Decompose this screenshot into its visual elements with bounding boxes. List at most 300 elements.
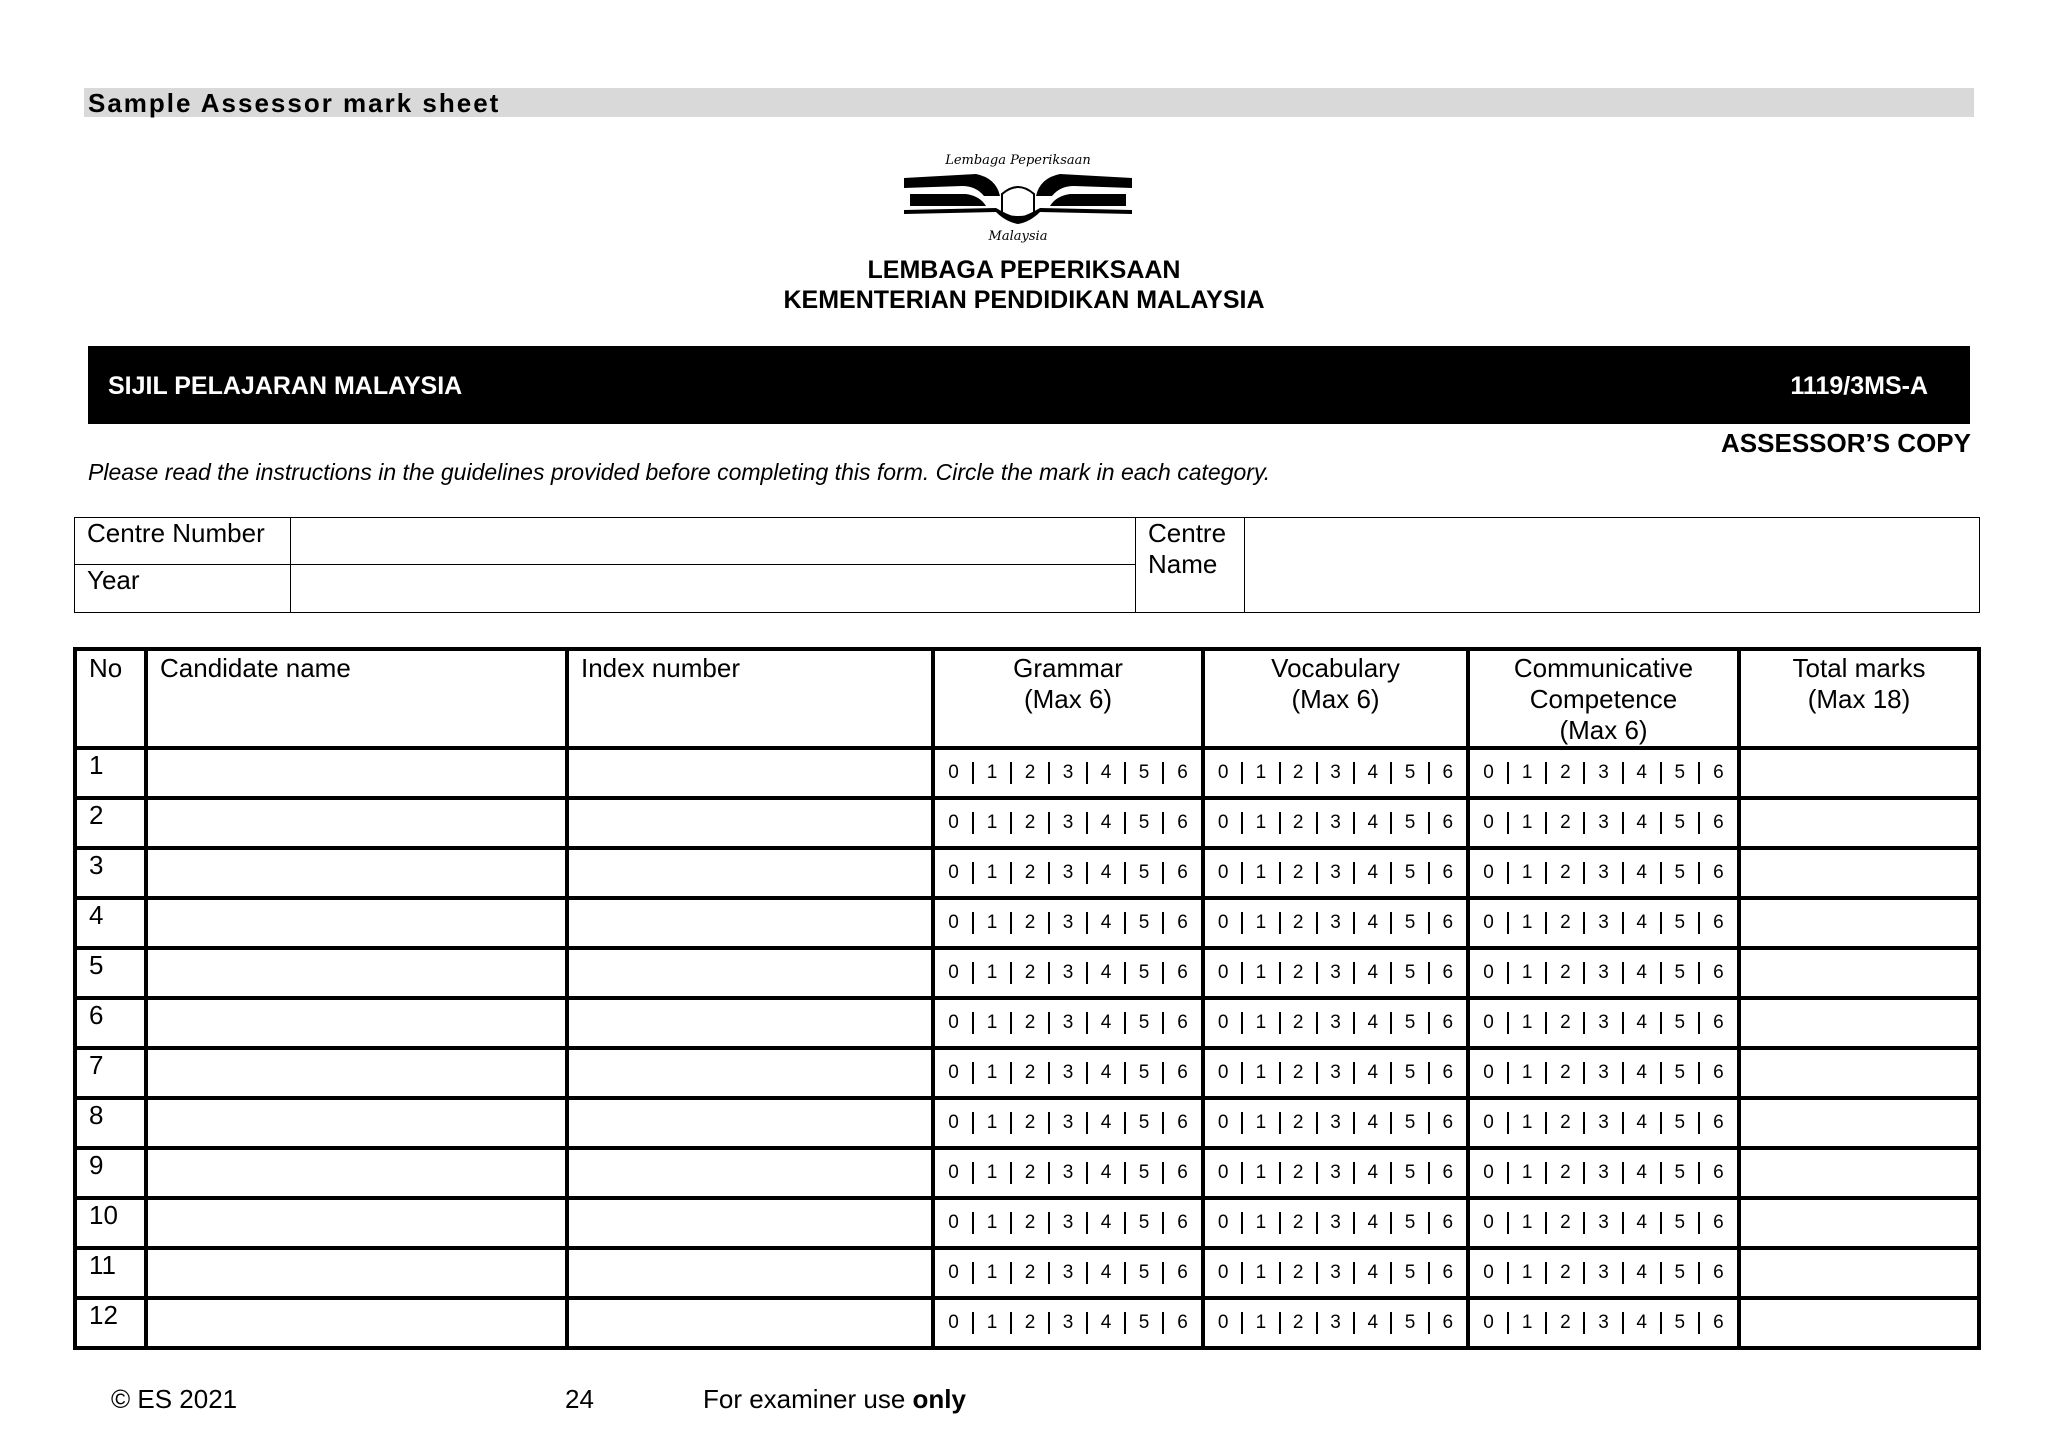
vocabulary-mark-option[interactable]: 2 — [1280, 962, 1317, 984]
vocabulary-mark-option[interactable]: 5 — [1391, 912, 1428, 934]
grammar-mark-option[interactable]: 6 — [1163, 1312, 1201, 1334]
communicative-mark-option[interactable]: 5 — [1661, 1312, 1699, 1334]
communicative-mark-option[interactable]: 5 — [1661, 1062, 1699, 1084]
grammar-mark-option[interactable]: 3 — [1049, 862, 1087, 884]
vocabulary-mark-option[interactable]: 2 — [1280, 812, 1317, 834]
index-number-field[interactable] — [567, 998, 933, 1048]
footer-copyright: © ES 2021 — [111, 1384, 238, 1414]
grammar-mark-option[interactable]: 3 — [1049, 1012, 1087, 1034]
communicative-mark-option[interactable]: 4 — [1623, 962, 1661, 984]
vocabulary-mark-option[interactable]: 4 — [1354, 1262, 1391, 1284]
communicative-mark-option[interactable]: 1 — [1508, 1112, 1546, 1134]
vocabulary-mark-option[interactable]: 5 — [1391, 1262, 1428, 1284]
vocabulary-mark-option[interactable]: 4 — [1354, 1112, 1391, 1134]
vocabulary-mark-option[interactable]: 4 — [1354, 1212, 1391, 1234]
communicative-mark-option[interactable]: 0 — [1470, 912, 1508, 934]
grammar-mark-option[interactable]: 6 — [1163, 962, 1201, 984]
vocabulary-mark-option[interactable]: 4 — [1354, 1062, 1391, 1084]
vocabulary-mark-option[interactable]: 1 — [1242, 962, 1279, 984]
grammar-mark-option[interactable]: 6 — [1163, 762, 1201, 784]
communicative-mark-option[interactable]: 1 — [1508, 1312, 1546, 1334]
grammar-mark-option[interactable]: 5 — [1125, 1212, 1163, 1234]
grammar-mark-option[interactable]: 1 — [973, 1312, 1011, 1334]
communicative-mark-option[interactable]: 3 — [1584, 912, 1622, 934]
grammar-mark-option[interactable]: 1 — [973, 762, 1011, 784]
grammar-mark-option[interactable]: 1 — [973, 1212, 1011, 1234]
grammar-mark-option[interactable]: 0 — [935, 1012, 973, 1034]
grammar-mark-option[interactable]: 4 — [1087, 1312, 1125, 1334]
communicative-mark-option[interactable]: 5 — [1661, 1162, 1699, 1184]
communicative-mark-option[interactable]: 5 — [1661, 812, 1699, 834]
communicative-mark-option[interactable]: 3 — [1584, 1062, 1622, 1084]
vocabulary-mark-option[interactable]: 6 — [1429, 1262, 1466, 1284]
communicative-mark-option[interactable]: 2 — [1546, 1012, 1584, 1034]
communicative-mark-option[interactable]: 4 — [1623, 1262, 1661, 1284]
vocabulary-mark-option[interactable]: 3 — [1317, 912, 1354, 934]
communicative-mark-option[interactable]: 6 — [1699, 1112, 1737, 1134]
vocabulary-mark-option[interactable]: 4 — [1354, 812, 1391, 834]
vocabulary-mark-option[interactable]: 6 — [1429, 912, 1466, 934]
vocabulary-mark-option[interactable]: 5 — [1391, 1112, 1428, 1134]
vocabulary-mark-option[interactable]: 0 — [1205, 1262, 1242, 1284]
vocabulary-mark-option[interactable]: 3 — [1317, 862, 1354, 884]
communicative-mark-option[interactable]: 4 — [1623, 1212, 1661, 1234]
total-marks-field[interactable] — [1739, 948, 1979, 998]
communicative-mark-option[interactable]: 4 — [1623, 912, 1661, 934]
grammar-mark-option[interactable]: 2 — [1011, 962, 1049, 984]
vocabulary-mark-option[interactable]: 5 — [1391, 1062, 1428, 1084]
vocabulary-mark-option[interactable]: 3 — [1317, 1262, 1354, 1284]
communicative-mark-option[interactable]: 5 — [1661, 962, 1699, 984]
communicative-mark-option[interactable]: 4 — [1623, 1162, 1661, 1184]
communicative-mark-option[interactable]: 2 — [1546, 962, 1584, 984]
grammar-mark-option[interactable]: 1 — [973, 912, 1011, 934]
communicative-mark-option[interactable]: 3 — [1584, 812, 1622, 834]
grammar-mark-option[interactable]: 4 — [1087, 762, 1125, 784]
communicative-mark-option[interactable]: 2 — [1546, 1062, 1584, 1084]
grammar-mark-option[interactable]: 4 — [1087, 962, 1125, 984]
vocabulary-mark-option[interactable]: 1 — [1242, 862, 1279, 884]
candidate-name-field[interactable] — [146, 948, 567, 998]
grammar-mark-option[interactable]: 2 — [1011, 862, 1049, 884]
communicative-mark-option[interactable]: 6 — [1699, 912, 1737, 934]
vocabulary-mark-option[interactable]: 5 — [1391, 812, 1428, 834]
vocabulary-mark-option[interactable]: 0 — [1205, 962, 1242, 984]
vocabulary-mark-option[interactable]: 4 — [1354, 962, 1391, 984]
communicative-mark-option[interactable]: 5 — [1661, 762, 1699, 784]
communicative-mark-option[interactable]: 1 — [1508, 962, 1546, 984]
vocabulary-mark-option[interactable]: 6 — [1429, 1062, 1466, 1084]
grammar-mark-option[interactable]: 0 — [935, 912, 973, 934]
vocabulary-mark-option[interactable]: 3 — [1317, 1212, 1354, 1234]
total-marks-field[interactable] — [1739, 1248, 1979, 1298]
communicative-mark-option[interactable]: 2 — [1546, 1212, 1584, 1234]
vocabulary-mark-option[interactable]: 0 — [1205, 762, 1242, 784]
vocabulary-mark-option[interactable]: 0 — [1205, 1012, 1242, 1034]
grammar-mark-option[interactable]: 6 — [1163, 912, 1201, 934]
vocabulary-mark-option[interactable]: 1 — [1242, 1312, 1279, 1334]
candidate-name-field[interactable] — [146, 748, 567, 798]
vocabulary-marks-cell — [1203, 1048, 1468, 1098]
communicative-mark-option[interactable]: 2 — [1546, 762, 1584, 784]
grammar-mark-option[interactable]: 1 — [973, 862, 1011, 884]
grammar-mark-option[interactable]: 4 — [1087, 1162, 1125, 1184]
communicative-mark-option[interactable]: 3 — [1584, 1262, 1622, 1284]
grammar-mark-option[interactable]: 3 — [1049, 1212, 1087, 1234]
grammar-mark-option[interactable]: 4 — [1087, 912, 1125, 934]
grammar-mark-option[interactable]: 2 — [1011, 912, 1049, 934]
communicative-mark-option[interactable]: 6 — [1699, 762, 1737, 784]
grammar-mark-option[interactable]: 5 — [1125, 1312, 1163, 1334]
vocabulary-mark-option[interactable]: 2 — [1280, 1012, 1317, 1034]
candidate-name-field[interactable] — [146, 848, 567, 898]
communicative-mark-option[interactable]: 0 — [1470, 1062, 1508, 1084]
vocabulary-mark-option[interactable]: 1 — [1242, 1262, 1279, 1284]
grammar-mark-option[interactable]: 3 — [1049, 762, 1087, 784]
grammar-mark-option[interactable]: 6 — [1163, 1062, 1201, 1084]
grammar-mark-option[interactable]: 6 — [1163, 812, 1201, 834]
grammar-mark-option[interactable]: 3 — [1049, 1112, 1087, 1134]
communicative-mark-option[interactable]: 6 — [1699, 812, 1737, 834]
grammar-mark-option[interactable]: 4 — [1087, 1012, 1125, 1034]
grammar-mark-option[interactable]: 6 — [1163, 1262, 1201, 1284]
communicative-mark-option[interactable]: 1 — [1508, 1262, 1546, 1284]
grammar-mark-option[interactable]: 1 — [973, 1112, 1011, 1134]
index-number-field[interactable] — [567, 848, 933, 898]
vocabulary-mark-option[interactable]: 6 — [1429, 1162, 1466, 1184]
year-field[interactable] — [291, 565, 1136, 613]
vocabulary-mark-option[interactable]: 4 — [1354, 862, 1391, 884]
vocabulary-mark-option[interactable]: 3 — [1317, 762, 1354, 784]
total-marks-field[interactable] — [1739, 1048, 1979, 1098]
vocabulary-mark-option[interactable]: 1 — [1242, 1212, 1279, 1234]
candidate-name-field[interactable] — [146, 1148, 567, 1198]
vocabulary-mark-option[interactable]: 4 — [1354, 1162, 1391, 1184]
communicative-mark-option[interactable]: 6 — [1699, 862, 1737, 884]
vocabulary-mark-option[interactable]: 6 — [1429, 962, 1466, 984]
grammar-mark-option[interactable]: 1 — [973, 1262, 1011, 1284]
grammar-mark-option[interactable]: 4 — [1087, 1112, 1125, 1134]
grammar-mark-option[interactable]: 2 — [1011, 1162, 1049, 1184]
vocabulary-mark-option[interactable]: 5 — [1391, 1312, 1428, 1334]
vocabulary-mark-option[interactable]: 2 — [1280, 912, 1317, 934]
grammar-mark-option[interactable]: 5 — [1125, 1012, 1163, 1034]
grammar-mark-option[interactable]: 5 — [1125, 862, 1163, 884]
vocabulary-mark-option[interactable]: 2 — [1280, 762, 1317, 784]
communicative-mark-option[interactable]: 6 — [1699, 1262, 1737, 1284]
communicative-mark-option[interactable]: 6 — [1699, 1312, 1737, 1334]
grammar-mark-option[interactable]: 2 — [1011, 812, 1049, 834]
grammar-mark-option[interactable]: 0 — [935, 1212, 973, 1234]
communicative-mark-option[interactable]: 1 — [1508, 1012, 1546, 1034]
total-marks-field[interactable] — [1739, 998, 1979, 1048]
index-number-field[interactable] — [567, 1198, 933, 1248]
vocabulary-mark-option[interactable]: 6 — [1429, 812, 1466, 834]
vocabulary-mark-option[interactable]: 1 — [1242, 812, 1279, 834]
grammar-mark-option[interactable]: 6 — [1163, 1162, 1201, 1184]
index-number-field[interactable] — [567, 748, 933, 798]
vocabulary-mark-option[interactable]: 4 — [1354, 762, 1391, 784]
grammar-mark-option[interactable]: 3 — [1049, 1262, 1087, 1284]
grammar-mark-option[interactable]: 0 — [935, 1062, 973, 1084]
grammar-mark-option[interactable]: 3 — [1049, 812, 1087, 834]
total-marks-field[interactable] — [1739, 1298, 1979, 1348]
grammar-mark-option[interactable]: 1 — [973, 812, 1011, 834]
communicative-mark-option[interactable]: 5 — [1661, 1112, 1699, 1134]
grammar-mark-option[interactable]: 4 — [1087, 1212, 1125, 1234]
grammar-mark-option[interactable]: 5 — [1125, 812, 1163, 834]
communicative-mark-option[interactable]: 2 — [1546, 1112, 1584, 1134]
candidate-name-field[interactable] — [146, 798, 567, 848]
grammar-mark-option[interactable]: 2 — [1011, 1062, 1049, 1084]
communicative-mark-option[interactable]: 3 — [1584, 762, 1622, 784]
grammar-mark-option[interactable]: 5 — [1125, 962, 1163, 984]
vocabulary-mark-option[interactable]: 1 — [1242, 762, 1279, 784]
vocabulary-mark-option[interactable]: 3 — [1317, 1012, 1354, 1034]
grammar-mark-option[interactable]: 5 — [1125, 1162, 1163, 1184]
communicative-mark-option[interactable]: 1 — [1508, 812, 1546, 834]
total-marks-field[interactable] — [1739, 898, 1979, 948]
communicative-mark-option[interactable]: 1 — [1508, 1162, 1546, 1184]
vocabulary-mark-option[interactable]: 3 — [1317, 1112, 1354, 1134]
grammar-mark-option[interactable]: 0 — [935, 862, 973, 884]
communicative-mark-option[interactable]: 5 — [1661, 1262, 1699, 1284]
vocabulary-mark-option[interactable]: 4 — [1354, 1012, 1391, 1034]
grammar-mark-option[interactable]: 0 — [935, 762, 973, 784]
communicative-mark-option[interactable]: 5 — [1661, 912, 1699, 934]
vocabulary-mark-option[interactable]: 5 — [1391, 962, 1428, 984]
vocabulary-mark-option[interactable]: 0 — [1205, 1162, 1242, 1184]
communicative-mark-option[interactable]: 3 — [1584, 862, 1622, 884]
index-number-field[interactable] — [567, 798, 933, 848]
centre-name-field[interactable] — [1245, 518, 1980, 613]
communicative-mark-option[interactable]: 0 — [1470, 1262, 1508, 1284]
grammar-mark-option[interactable]: 0 — [935, 1312, 973, 1334]
communicative-mark-option[interactable]: 3 — [1584, 1112, 1622, 1134]
communicative-mark-option[interactable]: 0 — [1470, 1012, 1508, 1034]
grammar-mark-option[interactable]: 5 — [1125, 1062, 1163, 1084]
total-marks-field[interactable] — [1739, 848, 1979, 898]
communicative-mark-option[interactable]: 4 — [1623, 812, 1661, 834]
grammar-mark-option[interactable]: 4 — [1087, 812, 1125, 834]
total-marks-field[interactable] — [1739, 1198, 1979, 1248]
communicative-mark-option[interactable]: 5 — [1661, 862, 1699, 884]
vocabulary-mark-option[interactable]: 5 — [1391, 1012, 1428, 1034]
communicative-mark-option[interactable]: 3 — [1584, 1162, 1622, 1184]
grammar-mark-option[interactable]: 0 — [935, 1262, 973, 1284]
vocabulary-mark-option[interactable]: 2 — [1280, 1062, 1317, 1084]
vocabulary-mark-option[interactable]: 4 — [1354, 912, 1391, 934]
index-number-field[interactable] — [567, 898, 933, 948]
grammar-mark-option[interactable]: 5 — [1125, 762, 1163, 784]
communicative-mark-option[interactable]: 4 — [1623, 1312, 1661, 1334]
grammar-mark-option[interactable]: 0 — [935, 962, 973, 984]
vocabulary-mark-option[interactable]: 0 — [1205, 1212, 1242, 1234]
vocabulary-mark-option[interactable]: 2 — [1280, 1312, 1317, 1334]
grammar-mark-option[interactable]: 5 — [1125, 1262, 1163, 1284]
communicative-mark-option[interactable]: 5 — [1661, 1212, 1699, 1234]
communicative-mark-option[interactable]: 2 — [1546, 1312, 1584, 1334]
communicative-mark-option[interactable]: 1 — [1508, 912, 1546, 934]
vocabulary-mark-option[interactable]: 1 — [1242, 1112, 1279, 1134]
grammar-mark-option[interactable]: 6 — [1163, 862, 1201, 884]
communicative-mark-option[interactable]: 3 — [1584, 1212, 1622, 1234]
vocabulary-mark-option[interactable]: 6 — [1429, 762, 1466, 784]
vocabulary-mark-option[interactable]: 0 — [1205, 862, 1242, 884]
vocabulary-mark-option[interactable]: 1 — [1242, 1012, 1279, 1034]
communicative-mark-option[interactable]: 0 — [1470, 812, 1508, 834]
communicative-mark-option[interactable]: 6 — [1699, 1012, 1737, 1034]
grammar-mark-option[interactable]: 2 — [1011, 1212, 1049, 1234]
vocabulary-mark-option[interactable]: 0 — [1205, 1312, 1242, 1334]
candidate-name-field[interactable] — [146, 1198, 567, 1248]
vocabulary-marks-cell — [1203, 1248, 1468, 1298]
index-number-field[interactable] — [567, 1048, 933, 1098]
vocabulary-mark-option[interactable]: 6 — [1429, 1012, 1466, 1034]
communicative-mark-option[interactable]: 1 — [1508, 762, 1546, 784]
communicative-mark-option[interactable]: 5 — [1661, 1012, 1699, 1034]
communicative-mark-option[interactable]: 4 — [1623, 862, 1661, 884]
communicative-mark-option[interactable]: 1 — [1508, 1062, 1546, 1084]
grammar-mark-option[interactable]: 5 — [1125, 912, 1163, 934]
grammar-mark-option[interactable]: 0 — [935, 1162, 973, 1184]
communicative-mark-option[interactable]: 2 — [1546, 812, 1584, 834]
vocabulary-mark-option[interactable]: 0 — [1205, 1062, 1242, 1084]
communicative-mark-option[interactable]: 0 — [1470, 1312, 1508, 1334]
row-number: 12 — [75, 1298, 146, 1348]
vocabulary-mark-option[interactable]: 5 — [1391, 1212, 1428, 1234]
vocabulary-mark-option[interactable]: 6 — [1429, 1212, 1466, 1234]
communicative-mark-option[interactable]: 6 — [1699, 1162, 1737, 1184]
vocabulary-mark-option[interactable]: 3 — [1317, 962, 1354, 984]
vocabulary-mark-option[interactable]: 1 — [1242, 1162, 1279, 1184]
grammar-mark-option[interactable]: 0 — [935, 812, 973, 834]
vocabulary-mark-option[interactable]: 2 — [1280, 1262, 1317, 1284]
communicative-mark-option[interactable]: 0 — [1470, 862, 1508, 884]
vocabulary-mark-option[interactable]: 3 — [1317, 812, 1354, 834]
total-marks-field[interactable] — [1739, 798, 1979, 848]
total-marks-field[interactable] — [1739, 1098, 1979, 1148]
communicative-mark-option[interactable]: 1 — [1508, 1212, 1546, 1234]
index-number-field[interactable] — [567, 1298, 933, 1348]
index-number-field[interactable] — [567, 1148, 933, 1198]
vocabulary-mark-option[interactable]: 4 — [1354, 1312, 1391, 1334]
grammar-mark-option[interactable]: 0 — [935, 1112, 973, 1134]
table-row — [75, 1198, 1979, 1248]
total-marks-field[interactable] — [1739, 748, 1979, 798]
communicative-mark-option[interactable]: 2 — [1546, 862, 1584, 884]
communicative-mark-option[interactable]: 3 — [1584, 962, 1622, 984]
candidate-name-field[interactable] — [146, 1048, 567, 1098]
grammar-mark-option[interactable]: 2 — [1011, 1112, 1049, 1134]
communicative-mark-option[interactable]: 2 — [1546, 1262, 1584, 1284]
vocabulary-mark-option[interactable]: 2 — [1280, 1212, 1317, 1234]
communicative-mark-option[interactable]: 6 — [1699, 962, 1737, 984]
grammar-mark-option[interactable]: 3 — [1049, 1312, 1087, 1334]
grammar-mark-option[interactable]: 1 — [973, 1062, 1011, 1084]
grammar-mark-option[interactable]: 4 — [1087, 1262, 1125, 1284]
vocabulary-mark-option[interactable]: 0 — [1205, 812, 1242, 834]
grammar-mark-option[interactable]: 6 — [1163, 1112, 1201, 1134]
communicative-mark-option[interactable]: 6 — [1699, 1062, 1737, 1084]
communicative-mark-option[interactable]: 2 — [1546, 1162, 1584, 1184]
vocabulary-mark-option[interactable]: 2 — [1280, 862, 1317, 884]
grammar-mark-option[interactable]: 2 — [1011, 762, 1049, 784]
grammar-mark-option[interactable]: 6 — [1163, 1012, 1201, 1034]
vocabulary-mark-option[interactable]: 6 — [1429, 862, 1466, 884]
grammar-mark-option[interactable]: 2 — [1011, 1262, 1049, 1284]
vocabulary-mark-option[interactable]: 3 — [1317, 1062, 1354, 1084]
vocabulary-mark-option[interactable]: 1 — [1242, 1062, 1279, 1084]
communicative-mark-option[interactable]: 0 — [1470, 1212, 1508, 1234]
communicative-mark-option[interactable]: 4 — [1623, 1062, 1661, 1084]
index-number-field[interactable] — [567, 1098, 933, 1148]
communicative-marks-cell — [1468, 1148, 1739, 1198]
grammar-mark-option[interactable]: 3 — [1049, 912, 1087, 934]
communicative-mark-option[interactable]: 4 — [1623, 1112, 1661, 1134]
vocabulary-mark-option[interactable]: 6 — [1429, 1312, 1466, 1334]
communicative-mark-option[interactable]: 0 — [1470, 962, 1508, 984]
communicative-mark-option[interactable]: 4 — [1623, 762, 1661, 784]
index-number-field[interactable] — [567, 948, 933, 998]
candidate-name-field[interactable] — [146, 1098, 567, 1148]
grammar-mark-option[interactable]: 6 — [1163, 1212, 1201, 1234]
centre-number-label: Centre Number — [75, 518, 291, 565]
row-number: 1 — [75, 748, 146, 798]
grammar-mark-option[interactable]: 1 — [973, 1012, 1011, 1034]
communicative-mark-option[interactable]: 2 — [1546, 912, 1584, 934]
vocabulary-mark-option[interactable]: 5 — [1391, 862, 1428, 884]
communicative-mark-option[interactable]: 4 — [1623, 1012, 1661, 1034]
grammar-mark-option[interactable]: 2 — [1011, 1012, 1049, 1034]
communicative-mark-option[interactable]: 3 — [1584, 1012, 1622, 1034]
vocabulary-mark-option[interactable]: 6 — [1429, 1112, 1466, 1134]
candidate-name-field[interactable] — [146, 998, 567, 1048]
grammar-mark-option[interactable]: 3 — [1049, 962, 1087, 984]
total-marks-field[interactable] — [1739, 1148, 1979, 1198]
centre-number-field[interactable] — [291, 518, 1136, 565]
grammar-mark-option[interactable]: 4 — [1087, 1062, 1125, 1084]
communicative-mark-option[interactable]: 6 — [1699, 1212, 1737, 1234]
vocabulary-mark-option[interactable]: 2 — [1280, 1162, 1317, 1184]
vocabulary-mark-option[interactable]: 5 — [1391, 762, 1428, 784]
vocabulary-mark-option[interactable]: 1 — [1242, 912, 1279, 934]
vocabulary-mark-option[interactable]: 2 — [1280, 1112, 1317, 1134]
communicative-mark-option[interactable]: 0 — [1470, 1162, 1508, 1184]
grammar-mark-option[interactable]: 4 — [1087, 862, 1125, 884]
vocabulary-mark-option[interactable]: 3 — [1317, 1162, 1354, 1184]
communicative-mark-option[interactable]: 1 — [1508, 862, 1546, 884]
communicative-mark-option[interactable]: 3 — [1584, 1312, 1622, 1334]
grammar-mark-option[interactable]: 5 — [1125, 1112, 1163, 1134]
vocabulary-mark-option[interactable]: 5 — [1391, 1162, 1428, 1184]
grammar-marks-cell — [933, 998, 1203, 1048]
index-number-field[interactable] — [567, 1248, 933, 1298]
grammar-mark-option[interactable]: 1 — [973, 962, 1011, 984]
communicative-mark-option[interactable]: 0 — [1470, 762, 1508, 784]
vocabulary-mark-option[interactable]: 0 — [1205, 912, 1242, 934]
grammar-mark-option[interactable]: 1 — [973, 1162, 1011, 1184]
candidate-name-field[interactable] — [146, 1298, 567, 1348]
vocabulary-mark-option[interactable]: 0 — [1205, 1112, 1242, 1134]
candidate-name-field[interactable] — [146, 1248, 567, 1298]
grammar-mark-option[interactable]: 3 — [1049, 1062, 1087, 1084]
grammar-mark-option[interactable]: 3 — [1049, 1162, 1087, 1184]
vocabulary-mark-option[interactable]: 3 — [1317, 1312, 1354, 1334]
candidate-name-field[interactable] — [146, 898, 567, 948]
grammar-mark-option[interactable]: 2 — [1011, 1312, 1049, 1334]
communicative-mark-option[interactable]: 0 — [1470, 1112, 1508, 1134]
